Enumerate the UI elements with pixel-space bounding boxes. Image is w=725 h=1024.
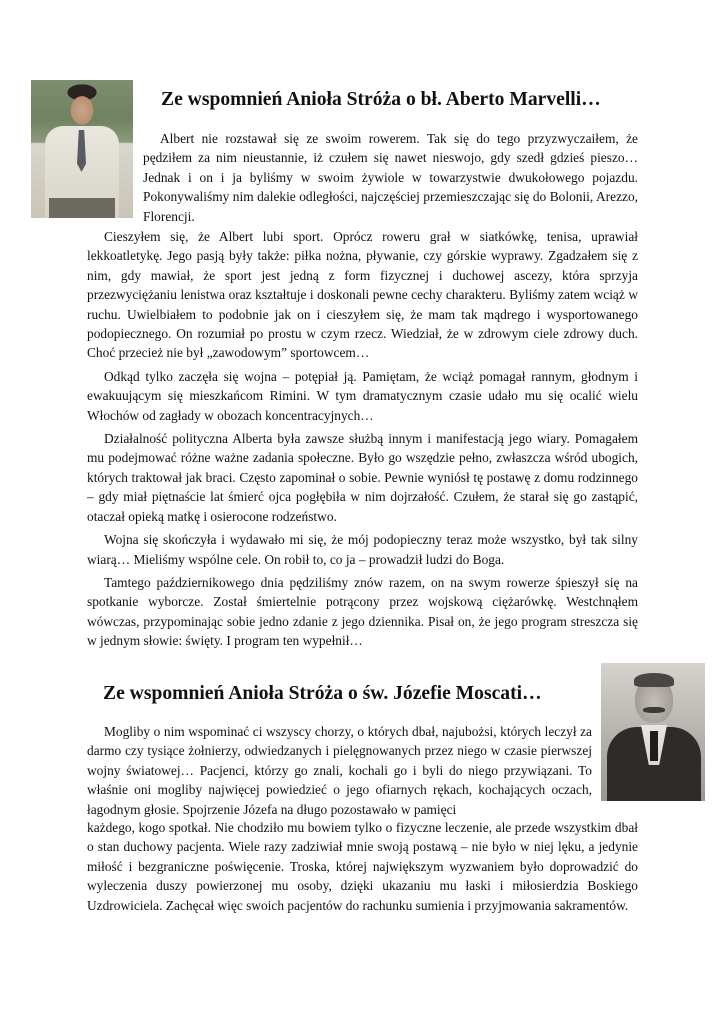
section-2-intro-paragraph: Mogliby o nim wspominać ci wszyscy chorzy, o których dbał, najubożsi, których leczył za darmo czy tysiące żołnierzy, odwiedzanych i pielęgnowanych przez niego w czasie pierwszej wojny światowej… Pacjenci, którzy go znali, kochali go i byli do niego przywiązani. To właśnie oni mogliby najwięcej powiedzieć o jego ofiarnych rękach, kochających oczach, łagodnym głosie. Spojrzenie Józefa na długo pozostawało w pamięci [87,724,592,817]
section-2-intro-block [87,722,592,819]
section-1-intro-paragraph: Albert nie rozstawał się ze swoim rowerem. Tak się do tego przyzwyczaiłem, że pędziłem za nim nieustannie, iż czułem się nawet nieswojo, gdy szedł gdzieś pieszo… Jednak i on i ja byliśmy w swoim żywiole w towarzystwie dwukołowego pojazdu. Pokonywaliśmy nim dalekie odległości, najczęściej przemieszczając się do Bolonii, Arezzo, Florencji. [143,131,638,224]
section-1-paragraph-3: Działalność polityczna Alberta była zawsze służbą innym i manifestacją jego wiary. Pomagałem mu podejmować różne ważne zadania społeczne. Było go wszędzie pełno, zwłaszcza wśród ubogich, których traktował jak braci. Często zapominał o sobie. Pewnie wyniósł tę postawę z domu rodzinnego – gdy miał piętnaście lat śmierć ojca pogłębiła w nim dojrzałość. Czułem, że starał się go zastąpić, otaczał opieką matkę i osierocone rodzeństwo. [87,431,638,524]
section-1-paragraph-5: Tamtego październikowego dnia pędziliśmy znów razem, on na swym rowerze śpieszył się na spotkanie wyborcze. Został śmiertelnie potrącony przez wojskową ciężarówkę. Westchnąłem wówczas, przypominając sobie jedno zdanie z jego dziennika. Pisał on, że jego program streszcza się w jednym słowie: święty. I program ten wypełnił… [87,574,638,649]
section-2-continuation-block [87,818,638,915]
section-1-title: Ze wspomnień Anioła Stróża o bł. Aberto Marvelli… [161,89,601,110]
photo-figure-hair [634,673,674,687]
section-2-title: Ze wspomnień Anioła Stróża o św. Józefie Moscati… [103,683,542,704]
section-2-continuation-paragraph: każdego, kogo spotkał. Nie chodziło mu bowiem tylko o fizyczne leczenie, ale przede wszystkim dbał o stan duchowy pacjenta. Wiele razy zadziwiał mnie swoją postawą – nie było w niej lęku, a jedynie miłość i bezgraniczne poświęcenie. Troska, której największym wyzwaniem było doprowadzić do wyleczenia duszy powierzonej mu osoby, dzięki ukazaniu mu łaski i miłosierdzia Boskiego Uzdrowiciela. Zachęcał więc swoich pacjentów do rachunku sumienia i przyjmowania sakramentów. [87,820,638,913]
photo-figure-moustache [643,707,665,713]
portrait-photo-jozef-moscati [601,663,705,801]
section-1-paragraph-4: Wojna się skończyła i wydawało mi się, że mój podopieczny teraz może wszystko, był tak silny wiarą… Mieliśmy wspólne cele. On robił to, co ja – prowadził ludzi do Boga. [87,532,638,567]
section-1-paragraph-1: Cieszyłem się, że Albert lubi sport. Oprócz roweru grał w siatkówkę, tenisa, uprawiał lekkoatletykę. Jego pasją były także: piłka nożna, pływanie, czy górskie wyprawy. Zgadzałem się z nim, gdy mawiał, że sport jest jedną z form fizycznej i duchowej ascezy, która sprzyja przezwyciężaniu lenistwa oraz kształtuje i doskonali pewne cechy charakteru. Byliśmy zatem wciąż w ruchu. Uwielbiałem to podobnie jak on i cieszyłem się, że mam tak mądrego i wysportowanego podopiecznego. On rozumiał po prostu w czym rzecz. Wiedział, że w zdrowym ciele zdrowy duch. Choć przecież nie był „zawodowym” sportowcem… [87,229,638,361]
photo-figure-tie [650,731,658,761]
section-1-paragraph-2: Odkąd tylko zaczęła się wojna – potępiał ją. Pamiętam, że wciąż pomagał rannym, głodnym i ewakuującym się mieszkańcom Rimini. W tym dramatycznym czasie udało mu się ocalić wielu Włochów od zagłady w obozach koncentracyjnych… [87,368,638,423]
photo-figure-trousers [49,198,115,218]
section-1-body [87,227,638,655]
section-1-intro-block [143,129,638,230]
portrait-photo-alberto-marvelli [31,80,133,218]
